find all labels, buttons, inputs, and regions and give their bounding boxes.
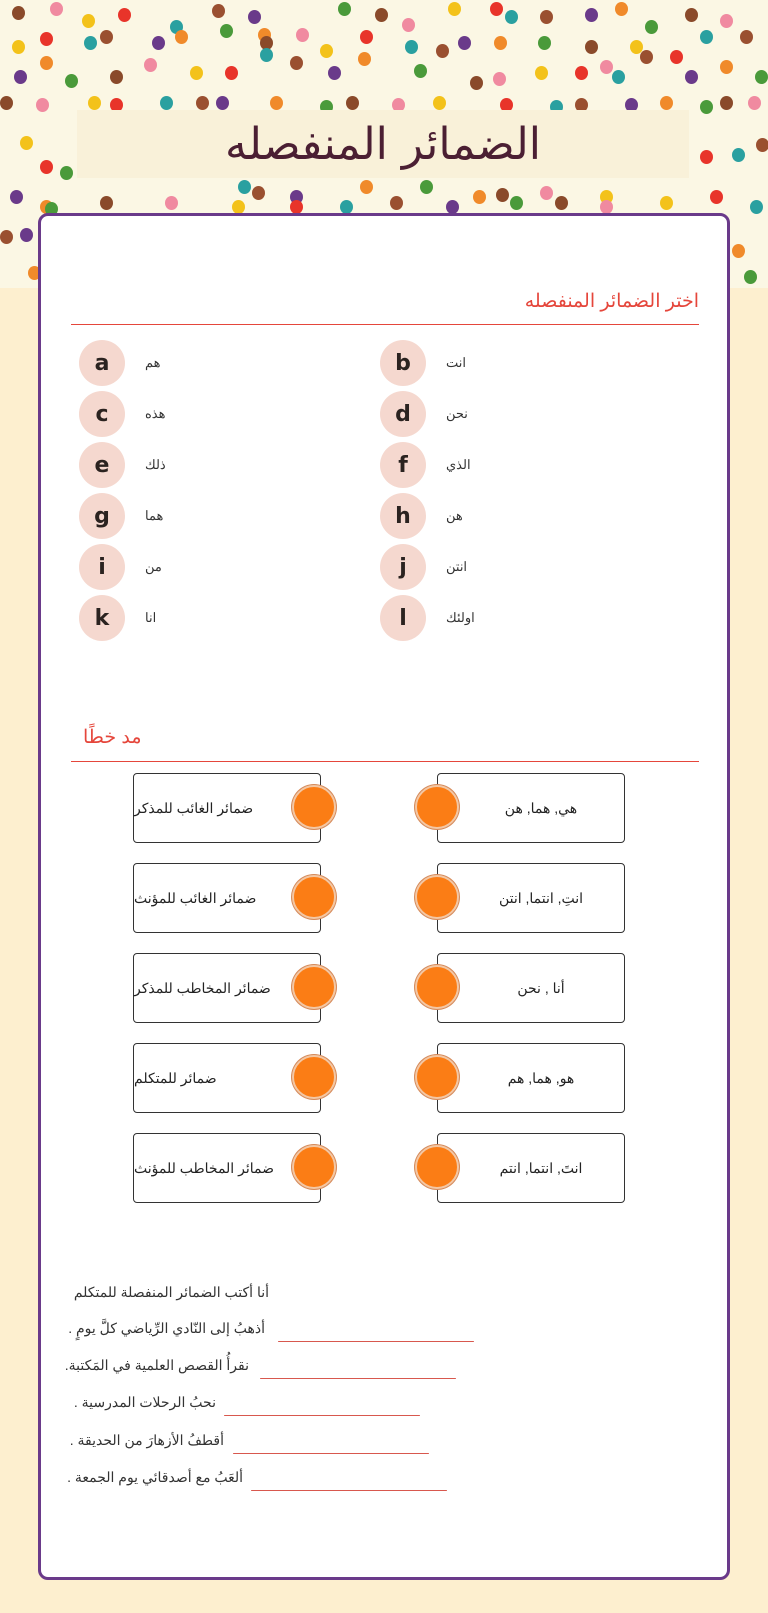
option-label: هذه [145,406,166,421]
option-label: من [145,559,162,574]
answer-blank-3[interactable] [224,1415,420,1416]
confetti-dot [340,200,353,214]
confetti-dot [660,196,673,210]
match-connector-left[interactable] [292,965,336,1009]
confetti-dot [390,196,403,210]
confetti-dot [585,8,598,22]
confetti-dot [540,10,553,24]
confetti-dot [700,30,713,44]
confetti-dot [755,70,768,84]
confetti-dot [685,70,698,84]
title-box [77,110,689,178]
confetti-dot [212,4,225,18]
option-label: انتن [446,559,468,574]
confetti-dot [750,200,763,214]
confetti-dot [296,28,309,42]
confetti-dot [732,244,745,258]
confetti-dot [190,66,203,80]
confetti-dot [82,14,95,28]
match-connector-right[interactable] [415,875,459,919]
confetti-dot [744,270,757,284]
confetti-dot [575,66,588,80]
confetti-dot [196,96,209,110]
match-left-item: ضمائر الغائب للمذكر [133,773,321,843]
sentence-4: أقطفُ الأزهارَ من الحديقة . [69,1432,224,1448]
option-letter-badge: g [79,493,125,539]
confetti-dot [535,66,548,80]
write-instruction: أنا أكتب الضمائر المنفصلة للمتكلم [73,1284,269,1300]
match-right-item: انتَ, انتما, انتم [437,1133,625,1203]
answer-blank-5[interactable] [251,1490,447,1491]
confetti-dot [290,56,303,70]
confetti-dot [600,60,613,74]
confetti-dot [338,2,351,16]
confetti-dot [270,96,283,110]
match-connector-right[interactable] [415,1055,459,1099]
choose-section-title: اختر الضمائر المنفصله [524,291,699,312]
confetti-dot [685,8,698,22]
confetti-dot [14,70,27,84]
confetti-dot [216,96,229,110]
match-left-item: ضمائر المخاطب للمذكر [133,953,321,1023]
option-label: ذلك [145,457,166,472]
answer-blank-2[interactable] [260,1378,456,1379]
option-letter-badge: i [79,544,125,590]
confetti-dot [615,2,628,16]
confetti-dot [144,58,157,72]
match-connector-left[interactable] [292,1145,336,1189]
option-letter-badge: b [380,340,426,386]
confetti-dot [538,36,551,50]
option-f[interactable] [380,442,471,488]
confetti-dot [670,50,683,64]
confetti-dot [493,72,506,86]
confetti-dot [402,18,415,32]
confetti-dot [732,148,745,162]
confetti-dot [175,30,188,44]
match-connector-right[interactable] [415,785,459,829]
confetti-dot [220,24,233,38]
confetti-dot [225,66,238,80]
confetti-dot [360,180,373,194]
option-k[interactable] [79,595,156,641]
confetti-dot [470,76,483,90]
confetti-dot [375,8,388,22]
confetti-dot [0,230,13,244]
confetti-dot [660,96,673,110]
option-j[interactable] [380,544,467,590]
match-left-item: ضمائر للمتكلم [133,1043,321,1113]
confetti-dot [100,196,113,210]
match-connector-left[interactable] [292,875,336,919]
sentence-3: نحبُ الرحلات المدرسية . [73,1394,216,1410]
option-letter-badge: j [380,544,426,590]
option-label: هم [145,355,161,370]
confetti-dot [12,6,25,20]
confetti-dot [118,8,131,22]
section-divider [71,761,699,762]
page-title: الضمائر المنفصله [224,118,542,170]
confetti-dot [640,50,653,64]
confetti-dot [152,36,165,50]
option-label: هما [145,508,164,523]
confetti-dot [414,64,427,78]
confetti-dot [10,190,23,204]
confetti-dot [238,180,251,194]
confetti-dot [252,186,265,200]
confetti-dot [700,100,713,114]
confetti-dot [496,188,509,202]
confetti-dot [65,74,78,88]
option-label: انت [446,355,466,370]
confetti-dot [756,138,768,152]
option-label: اولئك [446,610,475,625]
option-letter-badge: a [79,340,125,386]
confetti-dot [448,2,461,16]
confetti-dot [346,96,359,110]
option-e[interactable] [79,442,166,488]
option-label: نحن [446,406,468,421]
confetti-dot [320,44,333,58]
confetti-dot [160,96,173,110]
match-connector-right[interactable] [415,1145,459,1189]
confetti-dot [473,190,486,204]
option-g[interactable] [79,493,163,539]
option-letter-badge: k [79,595,125,641]
confetti-dot [600,200,613,214]
option-letter-badge: d [380,391,426,437]
sentence-5: ألعَبُ مع أصدقائي يوم الجمعة . [67,1469,243,1485]
confetti-dot [40,32,53,46]
confetti-dot [405,40,418,54]
match-connector-left[interactable] [292,1055,336,1099]
match-right-item: هو, هما, هم [437,1043,625,1113]
confetti-dot [0,96,13,110]
match-right-item: هي, هما, هن [437,773,625,843]
confetti-dot [36,98,49,112]
option-letter-badge: e [79,442,125,488]
confetti-dot [436,44,449,58]
sentence-1: أذهبُ إلى النّادي الرِّياضي كلَّ يومٍ . [68,1320,265,1336]
option-d[interactable] [380,391,468,437]
confetti-dot [20,136,33,150]
confetti-dot [260,48,273,62]
confetti-dot [100,30,113,44]
match-right-item: أنا , نحن [437,953,625,1023]
option-letter-badge: c [79,391,125,437]
confetti-dot [360,30,373,44]
option-letter-badge: h [380,493,426,539]
confetti-dot [40,160,53,174]
match-left-item: ضمائر الغائب للمؤنث [133,863,321,933]
option-a[interactable] [79,340,161,386]
confetti-dot [740,30,753,44]
confetti-dot [40,56,53,70]
confetti-dot [555,196,568,210]
confetti-dot [60,166,73,180]
confetti-dot [490,2,503,16]
option-label: هن [446,508,463,523]
confetti-dot [458,36,471,50]
match-right-item: انتِ, انتما, انتن [437,863,625,933]
option-l[interactable] [380,595,475,641]
confetti-dot [248,10,261,24]
confetti-dot [110,70,123,84]
confetti-dot [358,52,371,66]
confetti-dot [710,190,723,204]
confetti-dot [420,180,433,194]
option-label: انا [145,610,157,625]
answer-blank-1[interactable] [278,1341,474,1342]
confetti-dot [720,14,733,28]
option-i[interactable] [79,544,162,590]
confetti-dot [720,96,733,110]
confetti-dot [50,2,63,16]
section-divider [71,324,699,325]
confetti-dot [232,200,245,214]
sentence-2: نقرأُ القصص العلمية في المَكتبة. [64,1357,249,1373]
confetti-dot [720,60,733,74]
match-connector-left[interactable] [292,785,336,829]
confetti-dot [84,36,97,50]
match-connector-right[interactable] [415,965,459,1009]
confetti-dot [88,96,101,110]
confetti-dot [446,200,459,214]
confetti-dot [12,40,25,54]
confetti-dot [20,228,33,242]
option-label: الذي [446,457,471,472]
option-c[interactable] [79,391,166,437]
option-b[interactable] [380,340,466,386]
confetti-dot [494,36,507,50]
match-section-title: مد خطًا [83,727,142,748]
option-h[interactable] [380,493,463,539]
confetti-dot [645,20,658,34]
confetti-dot [510,196,523,210]
option-letter-badge: l [380,595,426,641]
confetti-dot [505,10,518,24]
confetti-dot [328,66,341,80]
option-letter-badge: f [380,442,426,488]
confetti-dot [165,196,178,210]
confetti-dot [748,96,761,110]
worksheet-card [38,213,730,1580]
match-left-item: ضمائر المخاطب للمؤنث [133,1133,321,1203]
answer-blank-4[interactable] [233,1453,429,1454]
confetti-dot [433,96,446,110]
confetti-dot [700,150,713,164]
confetti-dot [612,70,625,84]
confetti-dot [585,40,598,54]
confetti-dot [540,186,553,200]
confetti-dot [290,200,303,214]
